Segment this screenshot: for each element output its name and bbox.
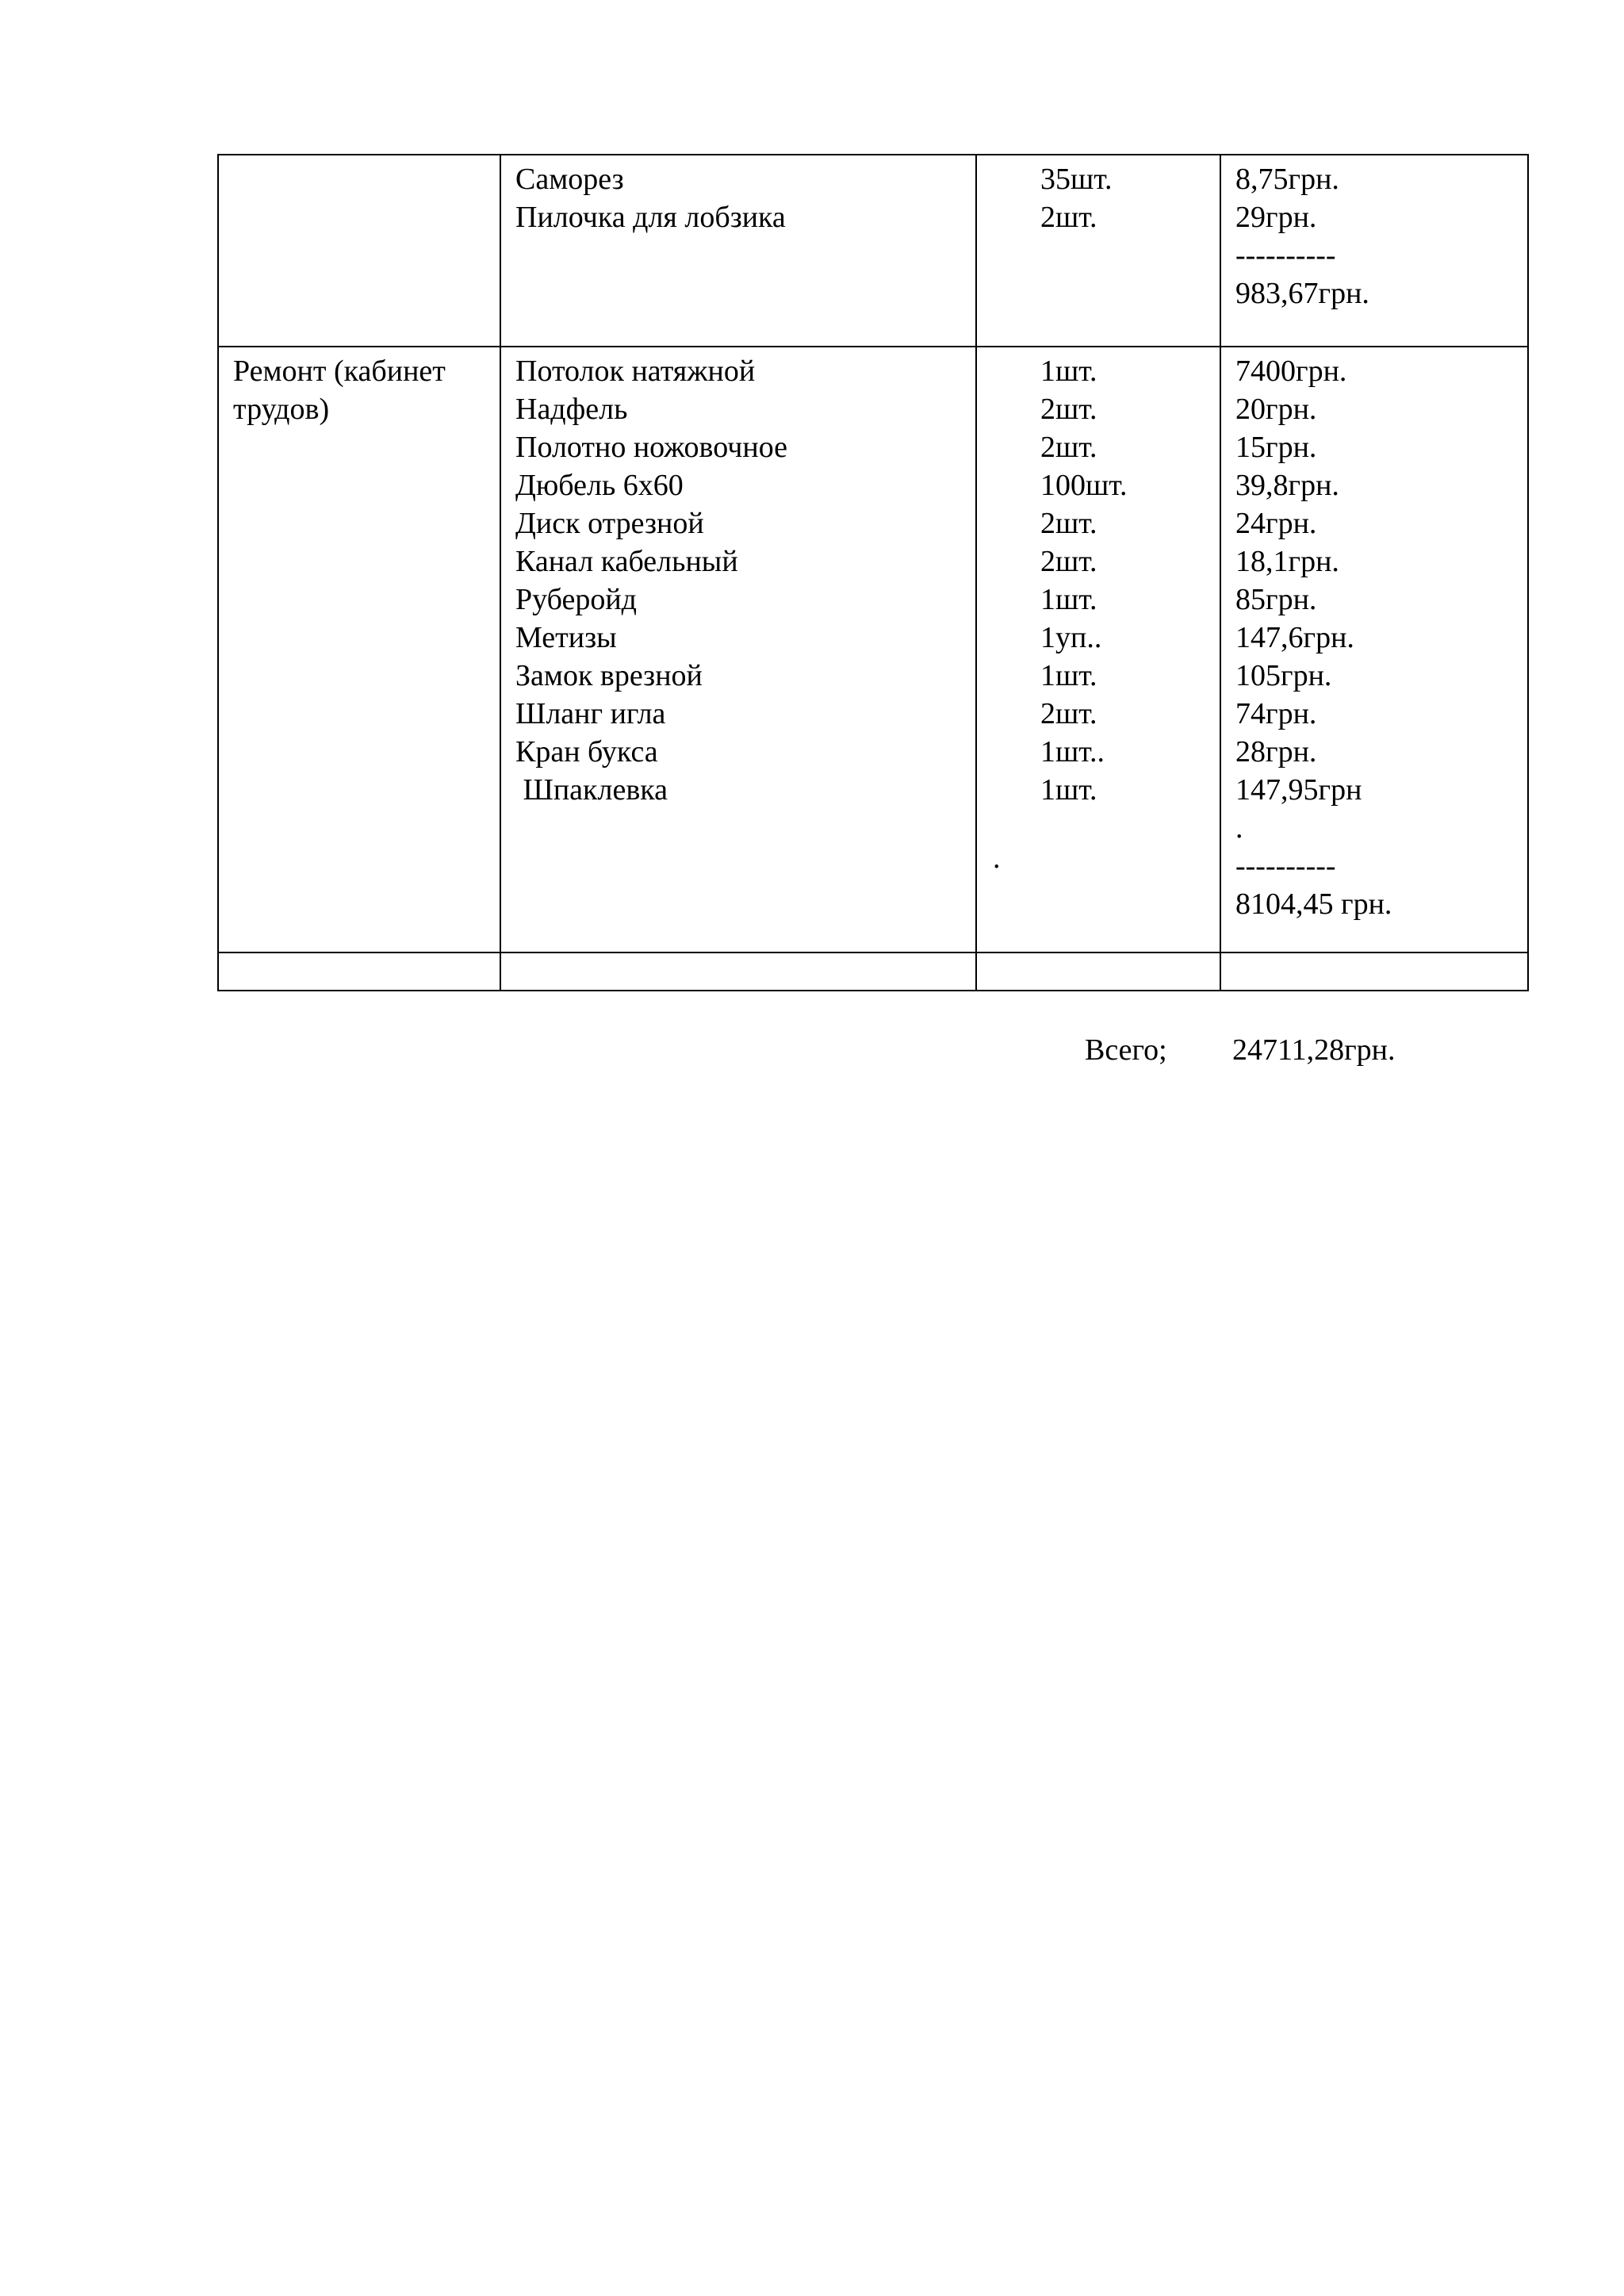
table-row	[218, 347, 1528, 953]
item-quantity: 2шт.	[1040, 431, 1097, 464]
item-price: 18,1грн.	[1235, 545, 1339, 578]
stray-mark: .	[993, 841, 1001, 875]
separator-line: ----------	[1235, 239, 1336, 272]
empty-cell	[976, 953, 1220, 991]
item-quantity: 100шт.	[1040, 469, 1128, 502]
item-name: Полотно ножовочное	[515, 431, 788, 464]
category-cell	[218, 155, 500, 347]
item-price: 147,6грн.	[1235, 621, 1354, 654]
expenses-table	[217, 154, 1529, 991]
items-cell	[500, 347, 976, 953]
item-name: Дюбель 6х60	[515, 469, 684, 502]
subtotal: 983,67грн.	[1235, 277, 1369, 310]
subtotal: 8104,45 грн.	[1235, 887, 1392, 921]
item-name: Канал кабельный	[515, 545, 738, 578]
item-name: Пилочка для лобзика	[515, 201, 786, 234]
item-quantity: 2шт.	[1040, 201, 1097, 234]
price-wrap-dot: .	[1235, 811, 1243, 845]
item-quantity: 1шт.	[1040, 773, 1097, 807]
item-price: 7400грн.	[1235, 355, 1347, 388]
item-name: Надфель	[515, 393, 628, 426]
item-price: 28грн.	[1235, 735, 1317, 769]
empty-cell	[218, 953, 500, 991]
price-cell	[1220, 155, 1528, 347]
category-text: трудов)	[233, 393, 330, 426]
item-name: Саморез	[515, 163, 624, 196]
item-price: 147,95грн	[1235, 773, 1362, 807]
item-quantity: 1шт..	[1040, 735, 1105, 769]
item-name: Метизы	[515, 621, 617, 654]
category-text: Ремонт (кабинет	[233, 355, 446, 388]
item-quantity: 1шт.	[1040, 355, 1097, 388]
item-price: 105грн.	[1235, 659, 1332, 692]
quantity-cell	[976, 155, 1220, 347]
item-price: 20грн.	[1235, 393, 1317, 426]
category-text	[219, 155, 500, 160]
item-name: Кран букса	[515, 735, 658, 769]
item-price: 39,8грн.	[1235, 469, 1339, 502]
item-quantity: 1шт.	[1040, 583, 1097, 616]
item-quantity: 35шт.	[1040, 163, 1113, 196]
item-quantity: 1шт.	[1040, 659, 1097, 692]
item-quantity: 2шт.	[1040, 393, 1097, 426]
total-value: 24711,28грн.	[1232, 1033, 1396, 1067]
item-price: 24грн.	[1235, 507, 1317, 540]
price-cell	[1220, 347, 1528, 953]
item-quantity: 1уп..	[1040, 621, 1102, 654]
item-price: 29грн.	[1235, 201, 1317, 234]
quantity-cell	[976, 347, 1220, 953]
item-name: Шланг игла	[515, 697, 666, 730]
item-quantity: 2шт.	[1040, 507, 1097, 540]
item-price: 8,75грн.	[1235, 163, 1339, 196]
item-name: Руберойд	[515, 583, 638, 616]
table-row-empty	[218, 953, 1528, 991]
item-name: Потолок натяжной	[515, 355, 756, 388]
empty-cell	[500, 953, 976, 991]
empty-cell	[1220, 953, 1528, 991]
item-quantity: 2шт.	[1040, 697, 1097, 730]
separator-line: ----------	[1235, 849, 1336, 883]
items-cell	[500, 155, 976, 347]
item-name: Шпаклевка	[515, 773, 668, 807]
item-name: Замок врезной	[515, 659, 703, 692]
item-price: 85грн.	[1235, 583, 1317, 616]
item-name: Диск отрезной	[515, 507, 704, 540]
item-price: 74грн.	[1235, 697, 1317, 730]
item-price: 15грн.	[1235, 431, 1317, 464]
category-cell	[218, 347, 500, 953]
total-label: Всего;	[1085, 1033, 1167, 1067]
item-quantity: 2шт.	[1040, 545, 1097, 578]
table-row	[218, 155, 1528, 347]
